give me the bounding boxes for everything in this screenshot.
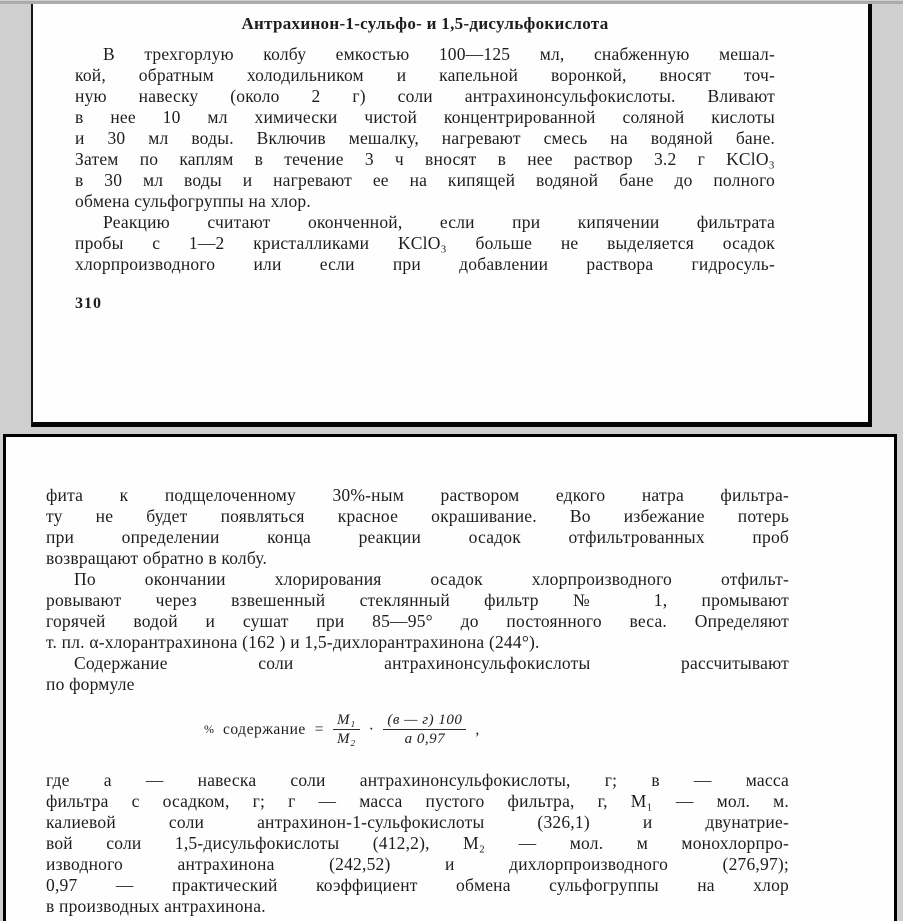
- text-line: т. пл. α-хлорантрахинона (162 ) и 1,5-дихлорантрахинона (244°).: [46, 632, 540, 652]
- text-line: по формуле: [46, 674, 135, 694]
- text-line: Затем по каплям в течение 3 ч вносят в нее раствор 3.2 г KClO₃: [75, 149, 775, 169]
- paragraph-content-calc: [46, 653, 789, 695]
- page-number: 310: [75, 295, 102, 312]
- text-line: По окончании хлорирования осадок хлорпроизводного отфильт-: [74, 569, 789, 589]
- paragraph-continuation: [46, 485, 789, 569]
- text-line: кой, обратным холодильником и капельной воронкой, вносят точ-: [75, 65, 775, 85]
- paragraph-filtration: [46, 569, 789, 653]
- text-line: Реакцию считают оконченной, если при кипячении фильтрата: [103, 212, 775, 232]
- text-line: возвращают обратно в колбу.: [46, 548, 268, 568]
- scanned-page-top: [31, 4, 872, 427]
- text-line: при определении конца реакции осадок отфильтрованных проб: [46, 527, 789, 547]
- text-line: пробы с 1—2 кристалликами KClO₃ больше не выделяется осадок: [75, 233, 775, 253]
- text-line: 0,97 — практический коэффициент обмена сульфогруппы на хлор: [46, 875, 789, 895]
- text-line: в производных антрахинона.: [46, 896, 266, 916]
- formula-multiplication-dot: ·: [368, 720, 375, 738]
- text-line: вой соли 1,5-дисульфокислоты (412,2), М₂ — мол. м монохлорпро-: [46, 833, 789, 853]
- text-line: фильтра с осадком, г; г — масса пустого фильтра, г, М₁ — мол. м.: [46, 791, 789, 811]
- paragraph-procedure: [75, 44, 775, 212]
- formula-percent-sign: %: [204, 722, 214, 736]
- text-line: фита к подщелоченному 30%-ным раствором едкого натра фильтра-: [46, 485, 789, 505]
- text-line: Содержание соли антрахинонсульфокислоты рассчитывают: [74, 653, 789, 673]
- text-line: ную навеску (около 2 г) соли антрахинонсульфокислоты. Вливают: [75, 86, 775, 106]
- text-line: ровывают через взвешенный стеклянный фильтр № 1, промывают: [46, 590, 789, 610]
- fraction-numerator: (в — г) 100: [383, 711, 466, 730]
- fraction-denominator: M₂: [337, 731, 356, 747]
- fraction-denominator: а 0,97: [404, 731, 446, 747]
- text-line: и 30 мл воды. Включив мешалку, нагревают смесь на водяной бане.: [75, 128, 775, 148]
- text-line: ту не будет появляться красное окрашивание. Во избежание потерь: [46, 506, 789, 526]
- page-bottom-content: [6, 437, 894, 917]
- formula-fraction-mass: [383, 711, 466, 748]
- fraction-numerator: M₁: [333, 711, 360, 730]
- formula-equals-sign: =: [314, 720, 325, 738]
- scanned-page-bottom: [3, 434, 897, 921]
- text-line: где а — навеска соли антрахинонсульфокислоты, г; в — масса: [46, 770, 789, 790]
- formula-lhs-word: содержание: [223, 720, 306, 738]
- text-line: В трехгорлую колбу емкостью 100—125 мл, снабженную мешал-: [103, 44, 775, 64]
- percent-content-formula: [204, 711, 789, 748]
- formula-trailing-comma: ,: [475, 720, 480, 738]
- page-top-content: [33, 4, 868, 313]
- text-line: обмена сульфогруппы на хлор.: [75, 191, 311, 211]
- paragraph-reaction-end: [75, 212, 775, 275]
- text-line: в нее 10 мл химически чистой концентрированной соляной кислоты: [75, 107, 775, 127]
- text-line: калиевой соли антрахинон-1-сульфокислоты (326,1) и двунатрие-: [46, 812, 789, 832]
- text-line: в 30 мл воды и нагревают ее на кипящей водяной бане до полного: [75, 170, 775, 190]
- text-line: горячей водой и сушат при 85—95° до постоянного веса. Определяют: [46, 611, 789, 631]
- text-line: хлорпроизводного или если при добавлении раствора гидросуль-: [75, 254, 775, 274]
- section-title: Антрахинон-1-сульфо- и 1,5-дисульфокислота: [241, 14, 609, 33]
- formula-fraction-m1-m2: [333, 711, 360, 748]
- text-line: изводного антрахинона (242,52) и дихлорпроизводного (276,97);: [46, 854, 789, 874]
- paragraph-legend: [46, 770, 789, 917]
